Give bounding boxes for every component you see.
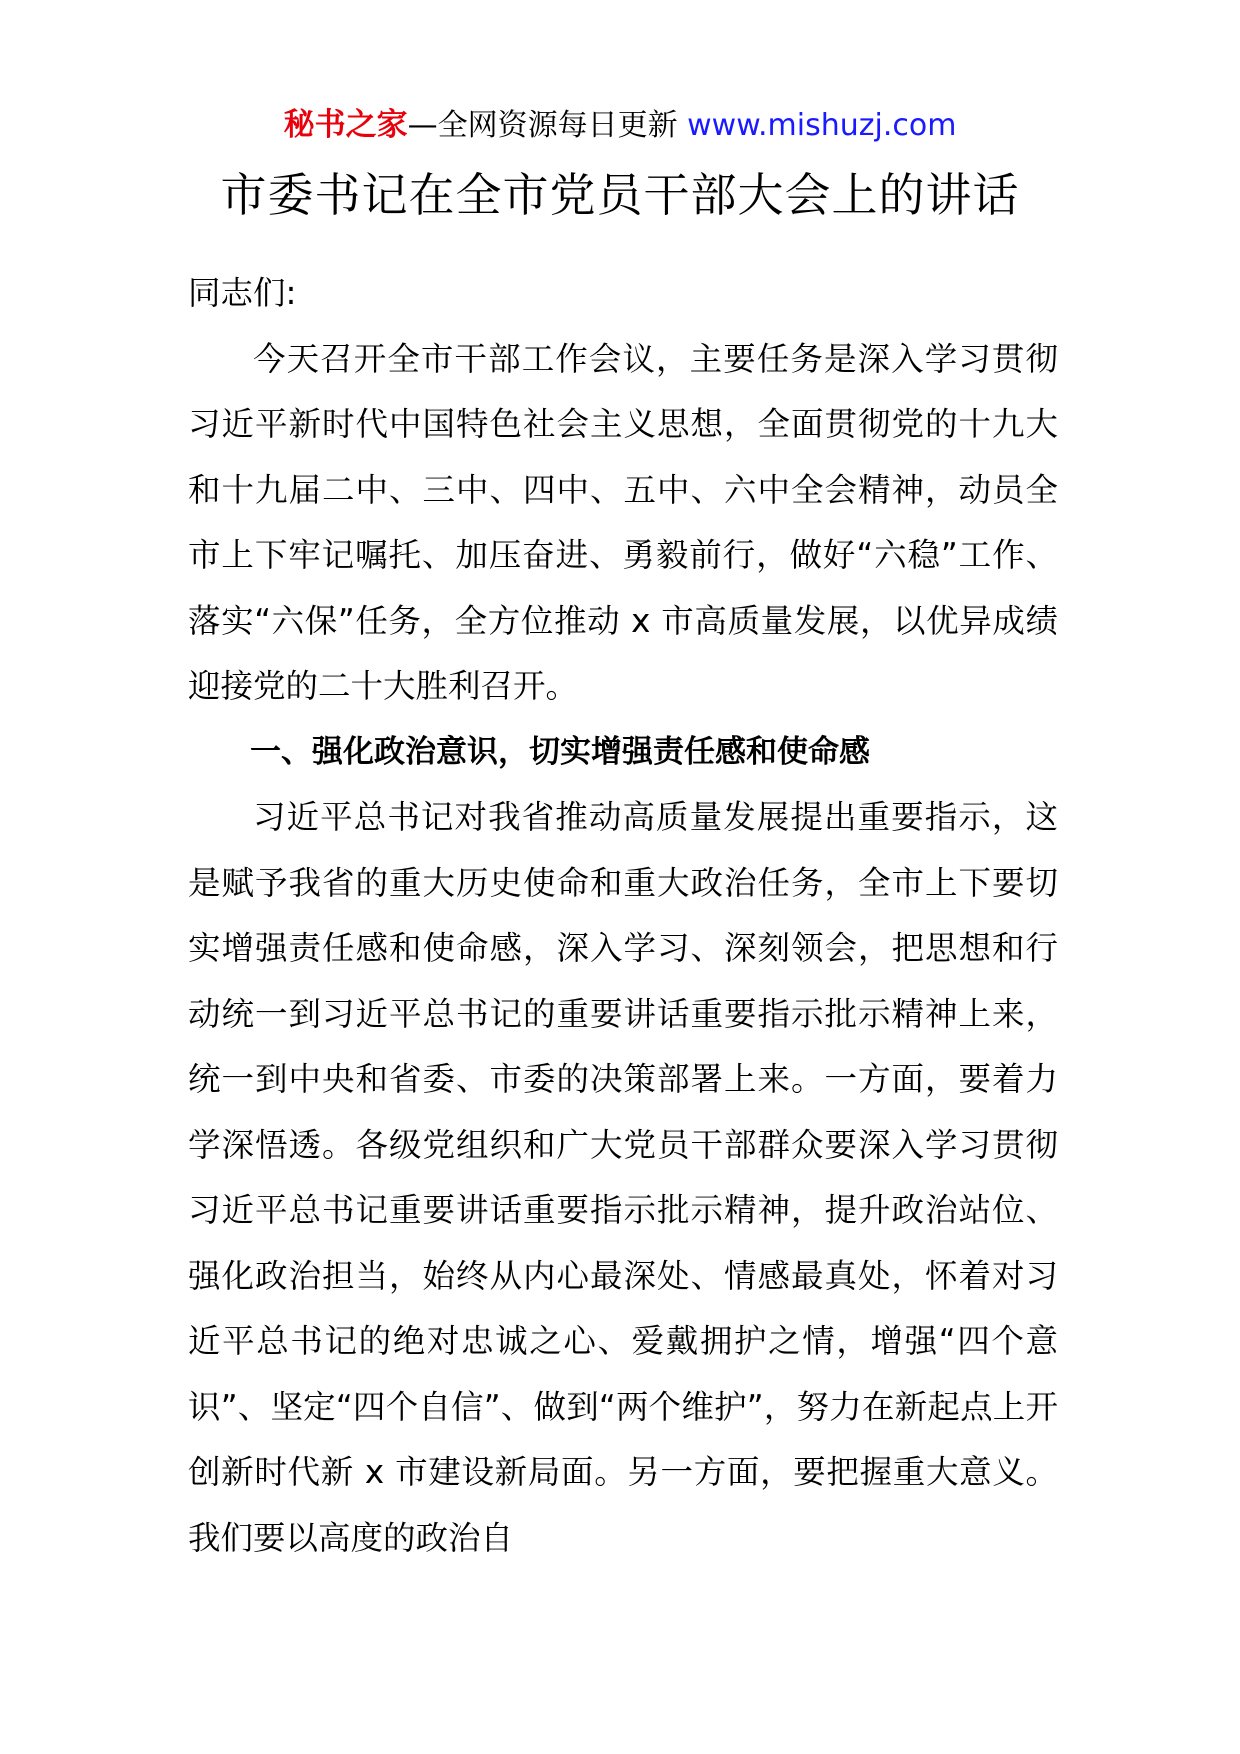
document-title: 市委书记在全市党员干部大会上的讲话 [220,168,1020,222]
site-banner [0,100,1240,151]
document-body [188,261,1058,1571]
salutation: 同志们: [188,274,297,312]
site-slogan: —全网资源每日更新 [407,108,688,143]
intro-paragraph: 今天召开全市干部工作会议，主要任务是深入学习贯彻习近平新时代中国特色社会主义思想，全面贯彻党的十九大和十九届二中、三中、四中、五中、六中全会精神，动员全市上下牢记嘱托、加压奋进、勇毅前行，做好“六稳”工作、落实“六保”任务，全方位推动 x 市高质量发展，以优异成绩迎接党的二十大胜利召开。 [188,339,1058,705]
section-heading: 一、强化政治意识，切实增强责任感和使命感 [250,733,870,770]
site-brand: 秘书之家 [283,107,408,143]
section-body-paragraph: 习近平总书记对我省推动高质量发展提出重要指示，这是赋予我省的重大历史使命和重大政治任务，全市上下要切实增强责任感和使命感，深入学习、深刻领会，把思想和行动统一到习近平总书记的重要讲话重要指示批示精神上来，统一到中央和省委、市委的决策部署上来。一方面，要着力学深悟透。各级党组织和广大党员干部群众要深入学习贯彻习近平总书记重要讲话重要指示批示精神，提升政治站位、强化政治担当，始终从内心最深处、情感最真处，怀着对习近平总书记的绝对忠诚之心、爱戴拥护之情，增强“四个意识”、坚定“四个自信”、做到“两个维护”，努力在新起点上开创新时代新 x 市建设新局面。另一方面，要把握重大意义。我们要以高度的政治自 [188,798,1058,1557]
site-url-link[interactable]: www.mishuzj.com [687,108,957,143]
